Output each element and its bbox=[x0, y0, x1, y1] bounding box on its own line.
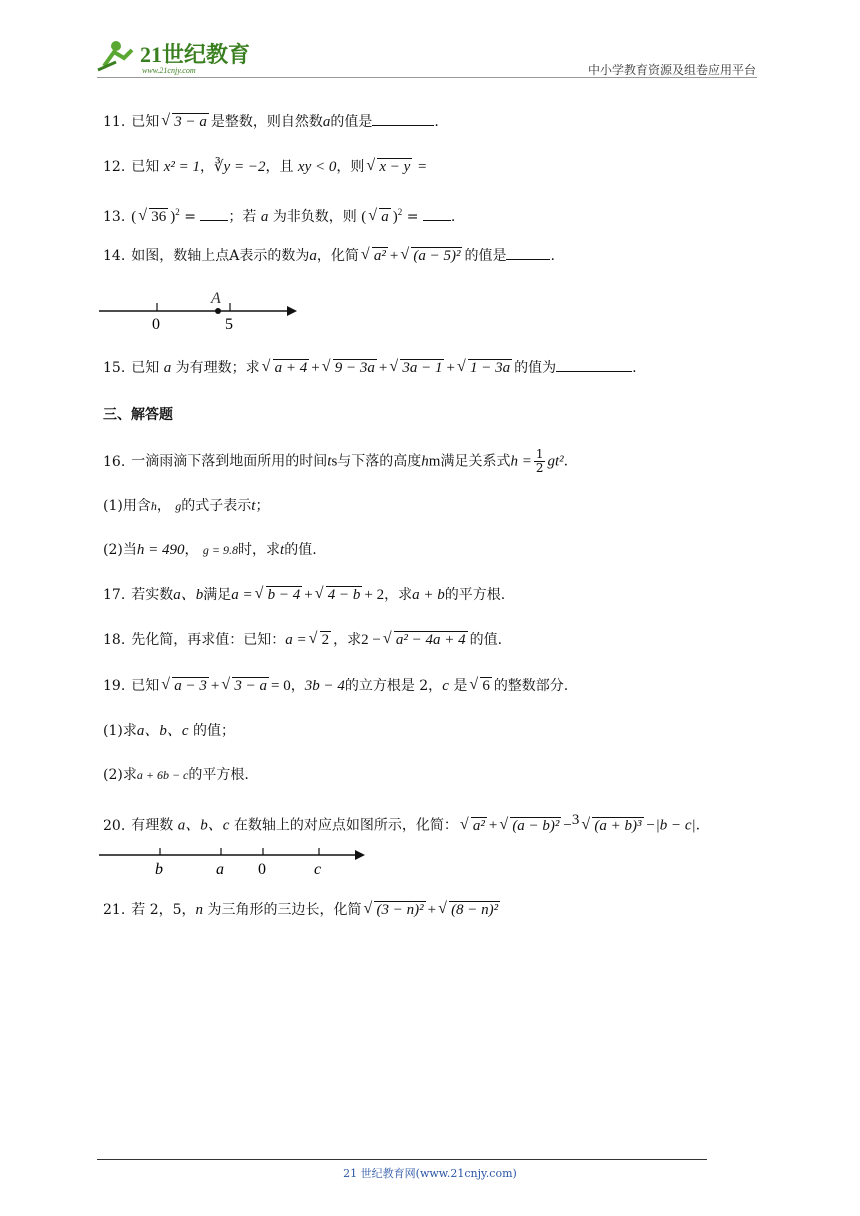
logo-text: 21世纪教育 bbox=[140, 42, 251, 67]
logo-url: www.21cnjy.com bbox=[142, 66, 196, 75]
question-20: 20. 有理数 a、b、c 在数轴上的对应点如图所示，化简：√ a² +√ (a − b)² −$^3$√ (a + b)³ −|b − c|. bbox=[103, 810, 700, 836]
header-divider bbox=[97, 77, 757, 78]
sqrt-expression: √ a² bbox=[361, 246, 388, 266]
point-a-label: A bbox=[211, 290, 221, 307]
question-11: 11. 已知√ 3 − a 是整数，则自然数a的值是 . bbox=[103, 112, 439, 132]
question-21: 21. 若 2，5，n 为三角形的三边长，化简√ (3 − n)² +√ (8 − n)² bbox=[103, 900, 502, 920]
tick-label-b: b bbox=[155, 861, 163, 878]
number-line-figure bbox=[97, 285, 307, 335]
question-18: 18. 先化简，再求值：已知：a =√ 2 ，求2 −√ a² − 4a + 4 的值. bbox=[103, 630, 502, 650]
sqrt-expression: √ 36 bbox=[138, 207, 168, 227]
point-a bbox=[215, 308, 221, 314]
logo-runner-icon bbox=[96, 36, 256, 76]
answer-blank[interactable] bbox=[200, 208, 228, 221]
question-12: 12. 已知 x² = 1，∛y = −2，且 xy < 0，则√ x − y = bbox=[103, 157, 427, 177]
footer-divider bbox=[97, 1159, 707, 1160]
answer-blank[interactable] bbox=[372, 113, 434, 126]
question-19-part-2: (2)求a + 6b − c的平方根. bbox=[103, 767, 249, 783]
sqrt-expression: √ a bbox=[368, 207, 391, 227]
number-line-figure-2 bbox=[97, 840, 377, 884]
tick-label-a: a bbox=[216, 861, 224, 878]
question-19: 19. 已知√ a − 3 +√ 3 − a = 0，3b − 4的立方根是 2，c 是√ 6 的整数部分. bbox=[103, 676, 568, 696]
question-15: 15. 已知 a 为有理数；求√ a + 4 +√ 9 − 3a +√ 3a − 1 +√ 1 − 3a 的值为 . bbox=[103, 358, 637, 378]
logo bbox=[96, 36, 256, 76]
section-heading: 三、解答题 bbox=[103, 407, 173, 423]
question-19-part-1: (1)求a、b、c 的值； bbox=[103, 723, 235, 739]
axis-arrow bbox=[287, 306, 297, 316]
question-16-part-1: (1)用含h， g的式子表示t； bbox=[103, 498, 270, 514]
site-title: 中小学教育资源及组卷应用平台 bbox=[587, 63, 756, 77]
tick-label-5: 5 bbox=[225, 316, 233, 333]
axis-arrow bbox=[355, 850, 365, 860]
sqrt-expression: √ x − y bbox=[366, 157, 412, 177]
question-16: 16. 一滴雨滴下落到地面所用的时间ts与下落的高度hm满足关系式h = $\frac{1}{2}$ gt². bbox=[103, 447, 569, 475]
footer-text: 21 世纪教育网(www.21cnjy.com) bbox=[343, 1167, 517, 1180]
sqrt-expression: √ 3 − a bbox=[161, 112, 209, 132]
question-16-part-2: (2)当h = 490， g = 9.8时，求t的值. bbox=[103, 542, 317, 558]
sqrt-expression: √ (a − 5)² bbox=[400, 246, 462, 266]
fraction: $\frac{1}{2}$ bbox=[535, 447, 544, 475]
tick-label-0: 0 bbox=[258, 861, 266, 878]
tick-label-c: c bbox=[314, 861, 322, 878]
answer-blank[interactable] bbox=[506, 247, 550, 260]
tick-label-0: 0 bbox=[152, 316, 160, 333]
answer-blank[interactable] bbox=[423, 208, 451, 221]
question-13: 13. (√ 36 )$^2$ = ；若 a 为非负数，则 (√ a )$^2$ = . bbox=[103, 202, 455, 227]
answer-blank[interactable] bbox=[556, 359, 632, 372]
question-14: 14. 如图，数轴上点A表示的数为a，化简√ a² +√ (a − 5)² 的值是 . bbox=[103, 246, 555, 266]
question-17: 17. 若实数a、b满足a =√ b − 4 +√ 4 − b + 2，求a + b的平方根. bbox=[103, 585, 505, 605]
